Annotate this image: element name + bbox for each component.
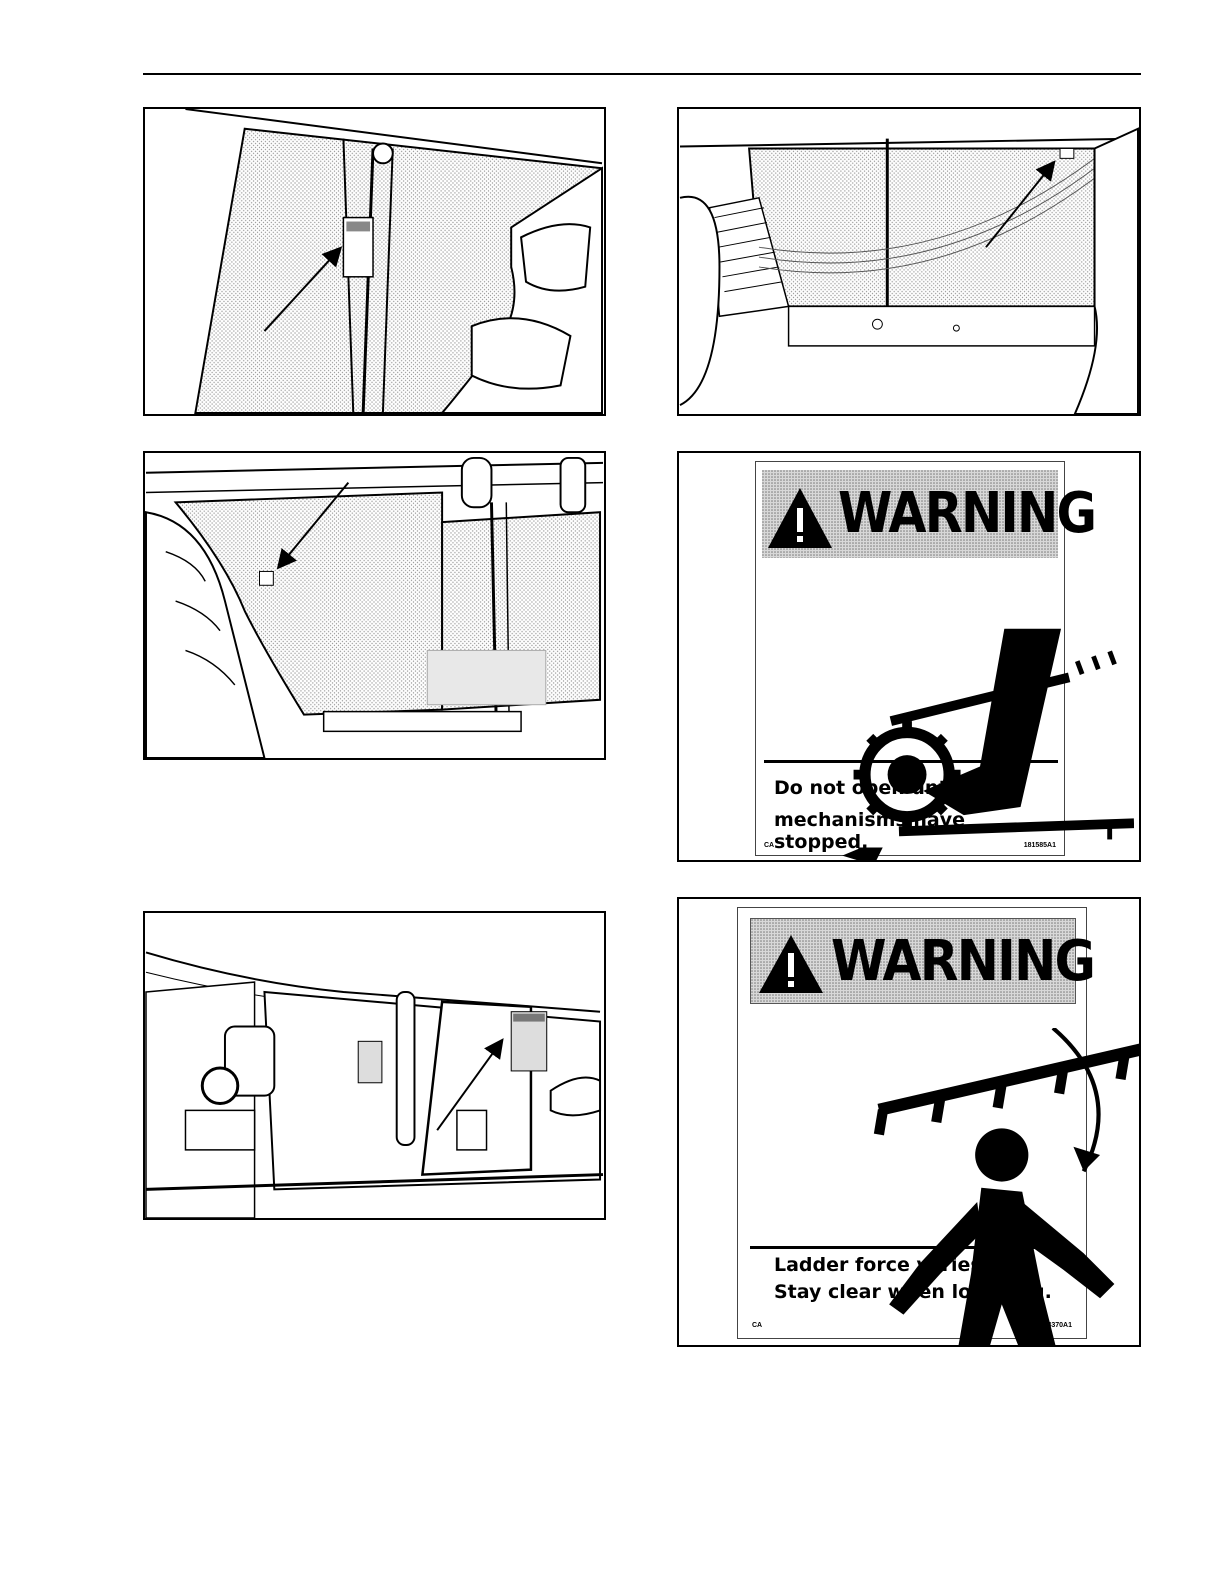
decal-crush-header (762, 470, 1096, 558)
decal-ladder-line1: Ladder force varies. (774, 1254, 989, 1276)
decal-ladder-header (750, 918, 1095, 1004)
decal-crush-heading: WARNING (838, 481, 1096, 546)
decal-crush-part-number: 181585A1 (1023, 842, 1056, 849)
header-rule (143, 73, 1141, 75)
decal-crush-frame (677, 451, 1141, 862)
figure-rear-screen (677, 107, 1141, 416)
decal-ladder-heading: WARNING (831, 929, 1095, 994)
rear-screen-illustration (679, 109, 1139, 414)
decal-crush-line2: mechanisms have stopped. (774, 809, 965, 853)
figure-engine-door (143, 911, 606, 1220)
decal-ladder-frame (677, 897, 1141, 1347)
decal-crush-region: CA (764, 842, 775, 849)
decal-ladder-part-number: 144370A1 (1039, 1322, 1072, 1329)
figure-side-panel (143, 107, 606, 416)
figure-lower-panel (143, 451, 606, 760)
decal-ladder (737, 907, 1095, 1339)
engine-door-illustration (145, 913, 604, 1218)
decal-crush-divider (764, 760, 1058, 763)
decal-ladder-line2: Stay clear when lowering. (774, 1281, 1052, 1303)
decal-ladder-divider (750, 1246, 1072, 1249)
decal-crush-line1: Do not open until all (774, 777, 994, 799)
side-panel-illustration (145, 109, 604, 414)
decal-ladder-region: CA (752, 1322, 763, 1329)
lower-panel-illustration (145, 453, 604, 758)
decal-crush (755, 461, 1096, 856)
